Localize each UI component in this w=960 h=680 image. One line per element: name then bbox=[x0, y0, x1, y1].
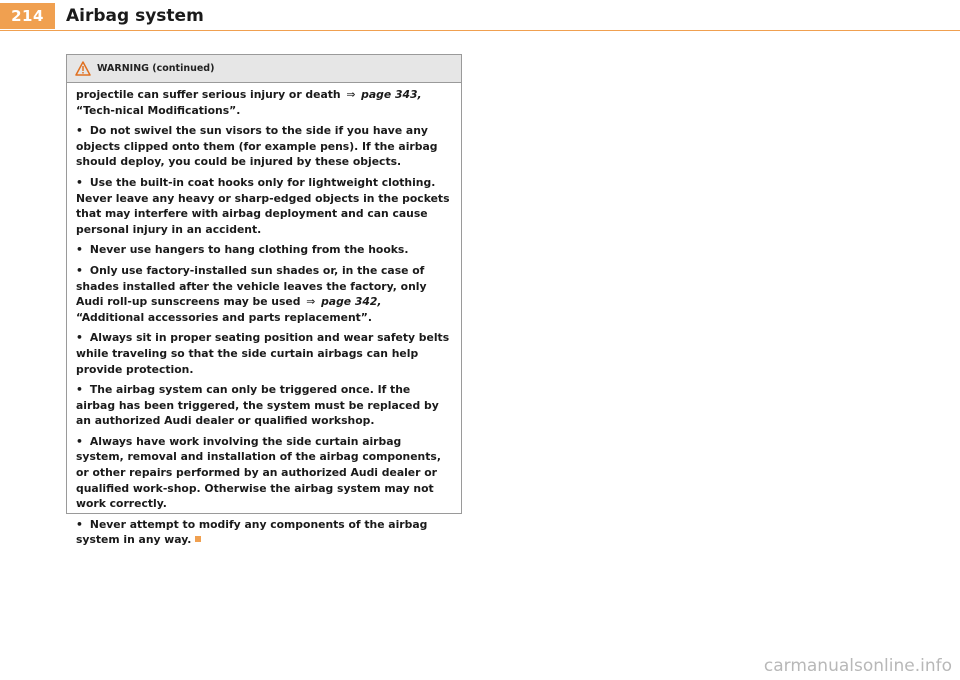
watermark: carmanualsonline.info bbox=[763, 656, 952, 676]
warning-label: WARNING (continued) bbox=[97, 63, 215, 74]
warning-triangle-icon bbox=[75, 61, 91, 76]
page-header bbox=[0, 0, 960, 40]
arrow-right-icon: ⇒ bbox=[306, 295, 316, 309]
warning-header bbox=[67, 55, 461, 83]
warning-item bbox=[76, 434, 452, 512]
page-number: 214 bbox=[0, 3, 55, 29]
warning-item bbox=[76, 263, 452, 325]
warning-item bbox=[76, 382, 452, 429]
bullet-icon: • bbox=[76, 124, 83, 138]
end-square-icon bbox=[195, 536, 201, 542]
bullet-icon: • bbox=[76, 331, 83, 345]
reference-title: “Additional accessories and parts replacement”. bbox=[76, 310, 372, 324]
warning-item bbox=[76, 330, 452, 377]
page-reference-link[interactable]: page 343, bbox=[361, 88, 422, 101]
warning-box bbox=[66, 54, 462, 547]
warning-body bbox=[67, 83, 461, 548]
bullet-icon: • bbox=[76, 175, 83, 189]
warning-item bbox=[76, 517, 452, 548]
warning-item-text: The airbag system can only be triggered once. If the airbag has been triggered, the system must be replaced by an authorized Audi dealer or qualified workshop. bbox=[76, 383, 439, 428]
page-reference-link[interactable]: page 342, bbox=[321, 295, 382, 309]
warning-item-text: Do not swivel the sun visors to the side if you have any objects clipped onto them (for example pens). If the airbag should deploy, you could be injured by these objects. bbox=[76, 124, 438, 169]
warning-item-text: Use the built-in coat hooks only for lightweight clothing. Never leave any heavy or sharp-edged objects in the pockets that may interfere with airbag deployment and can cause personal injury in an accident. bbox=[76, 175, 450, 236]
warning-item-text: Only use factory-installed sun shades or, in the case of shades installed after the vehicle leaves the factory, only Audi roll-up sunscreens may be used bbox=[76, 263, 427, 309]
bullet-icon: • bbox=[76, 263, 83, 277]
warning-item-text: Always sit in proper seating position and wear safety belts while traveling so that the side curtain airbags can help provide protection. bbox=[76, 331, 450, 376]
section-title: Airbag system bbox=[66, 6, 204, 26]
reference-title: “Tech-nical Modifications”. bbox=[76, 103, 241, 117]
header-divider bbox=[0, 30, 960, 31]
warning-item bbox=[76, 242, 452, 258]
warning-item-text: Never attempt to modify any components of the airbag system in any way. bbox=[76, 517, 428, 547]
bullet-icon: • bbox=[76, 383, 83, 397]
warning-item bbox=[76, 175, 452, 237]
arrow-right-icon: ⇒ bbox=[346, 88, 356, 101]
bullet-icon: • bbox=[76, 434, 83, 448]
warning-item-text: Never use hangers to hang clothing from the hooks. bbox=[89, 243, 409, 257]
warning-continuation bbox=[76, 87, 452, 118]
warning-item-text: Always have work involving the side curtain airbag system, removal and installation of the airbag components, or other repairs performed by an authorized Audi dealer or qualified work-shop. Otherwise the airbag system may not work correctly. bbox=[76, 434, 441, 511]
bullet-icon: • bbox=[76, 517, 83, 531]
continuation-text: projectile can suffer serious injury or death bbox=[76, 88, 341, 101]
bullet-icon: • bbox=[76, 243, 83, 257]
warning-item bbox=[76, 123, 452, 170]
